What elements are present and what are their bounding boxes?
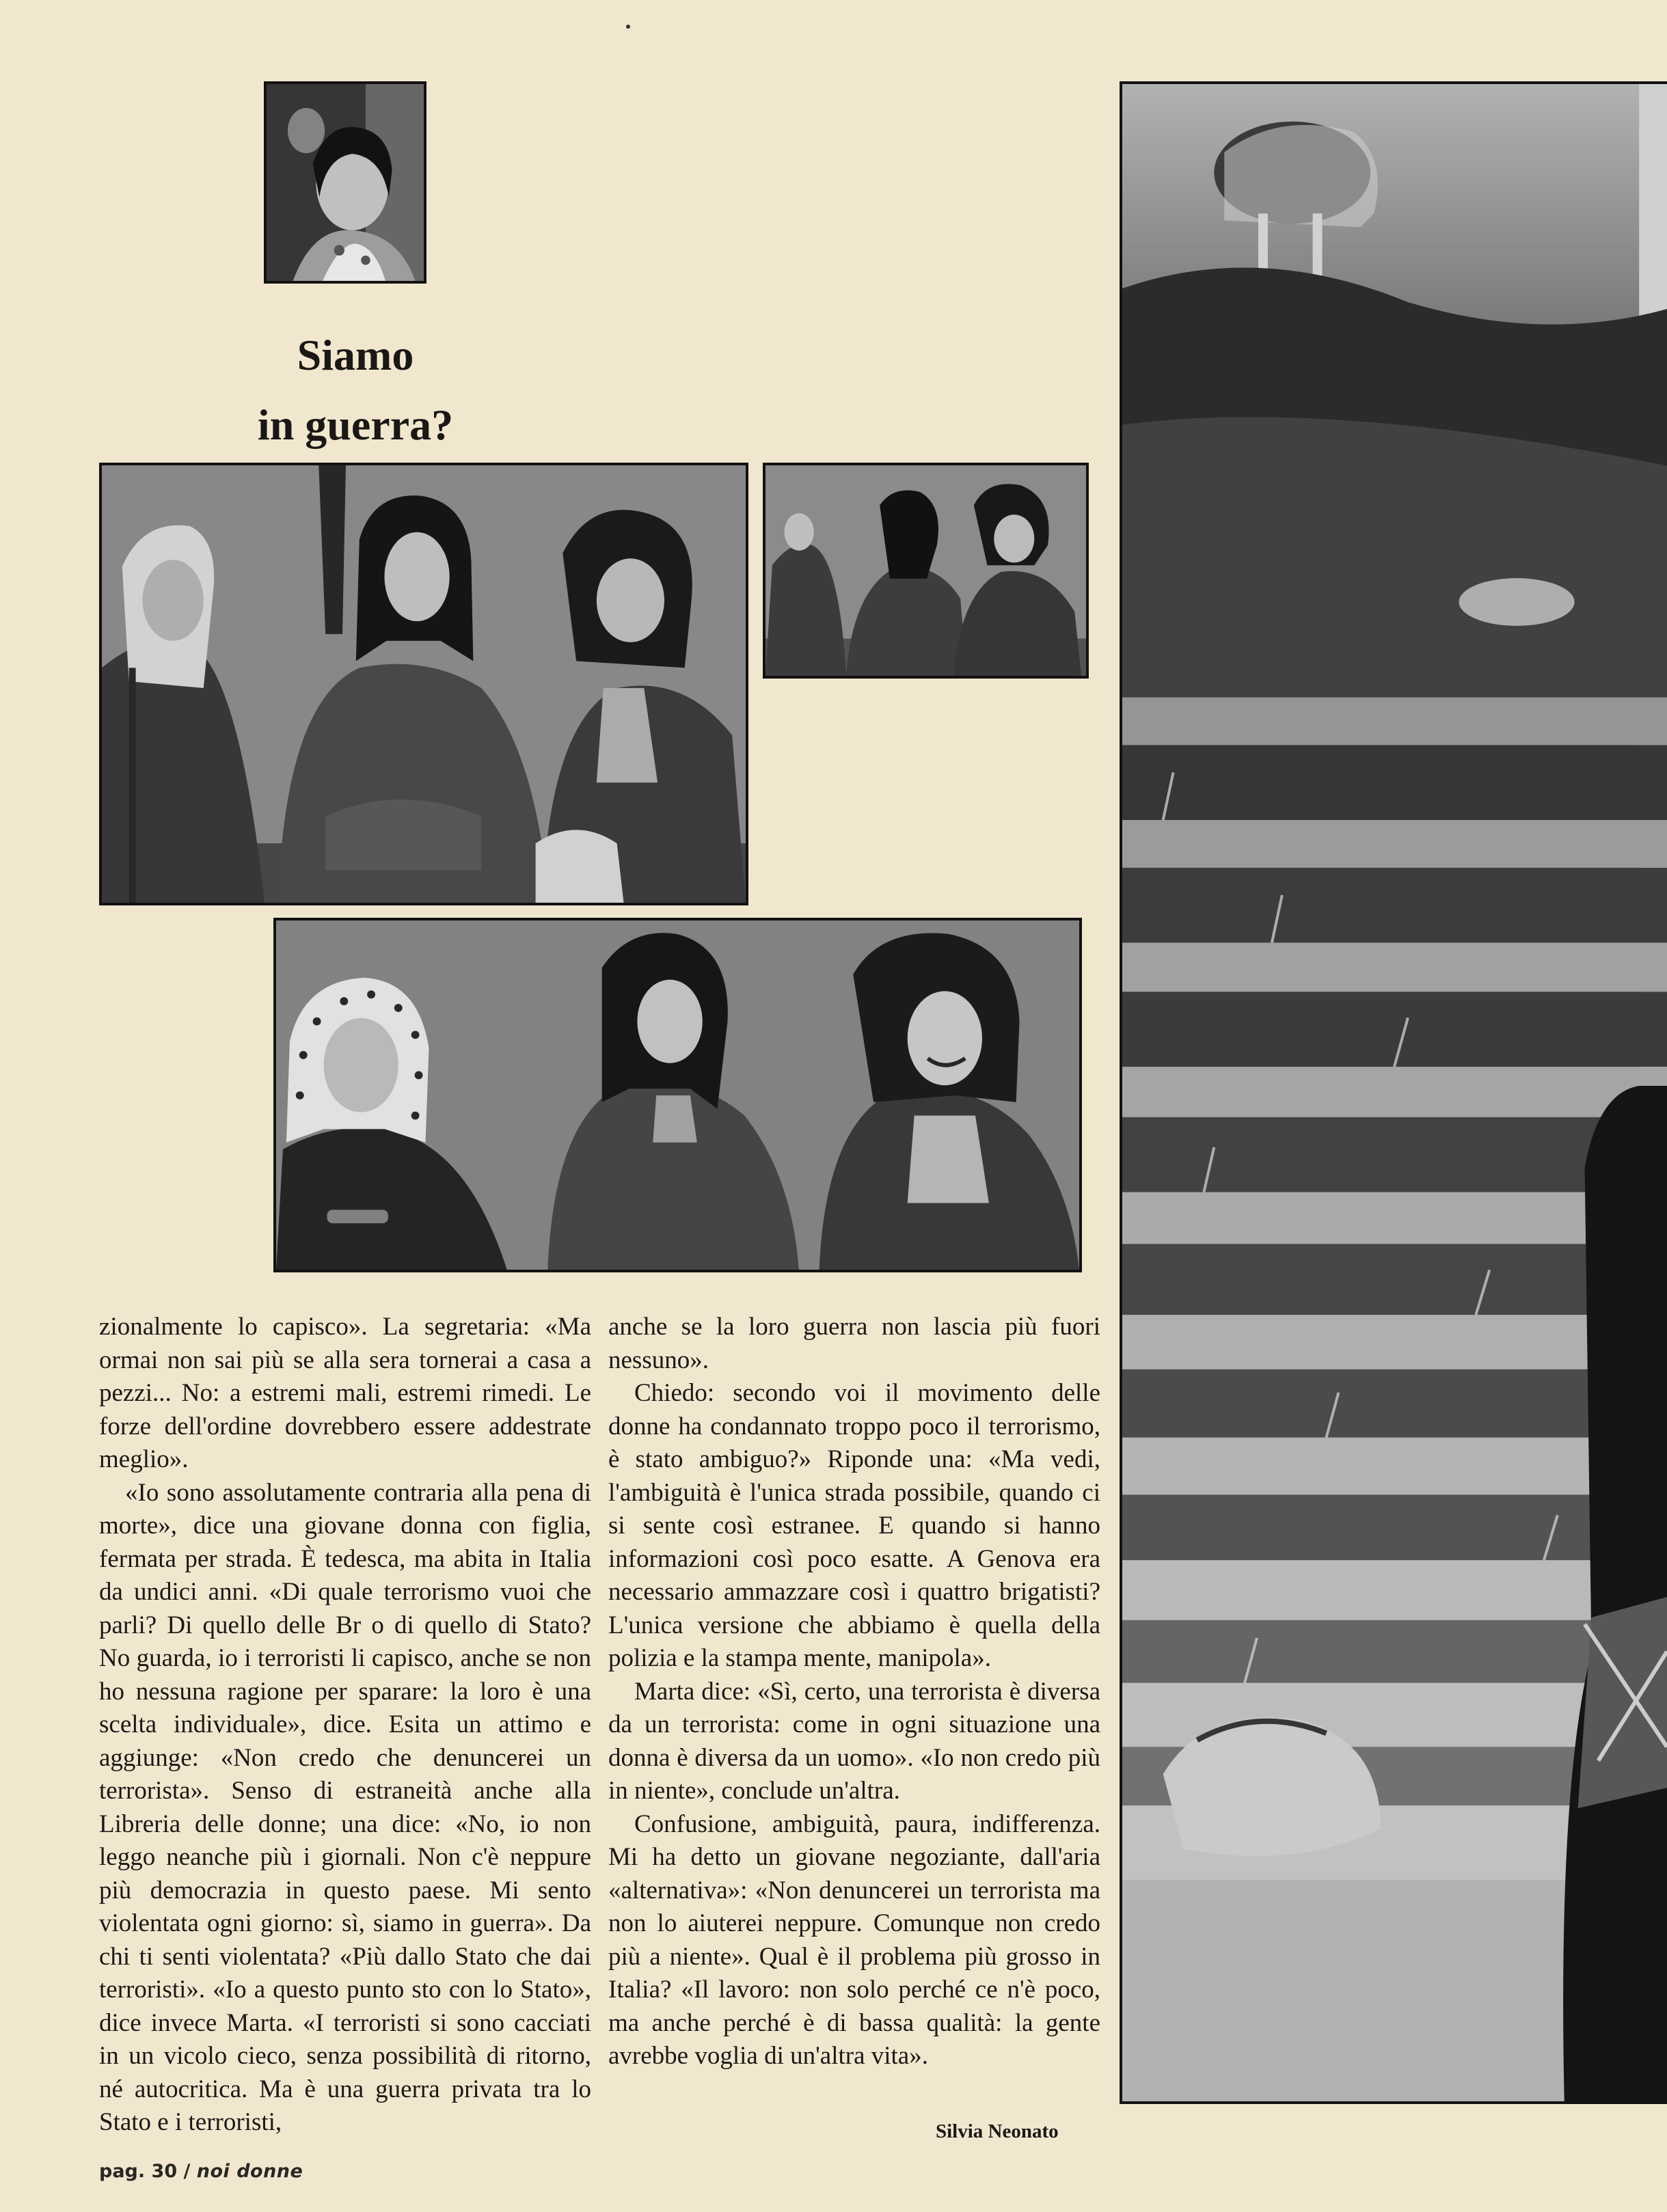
headline-line-1: Siamo: [297, 331, 414, 379]
page-number: pag. 30 /: [99, 2161, 191, 2182]
print-mark: [626, 25, 630, 29]
paragraph: zionalmente lo capisco». La segretaria: «Ma ormai non sai più se alla sera tornerai a casa a pezzi... No: a estremi mali, estremi rimedi. Le forze dell'ordine dovrebbero essere addestrate meglio».: [99, 1313, 591, 1473]
park-stairs-photo: [1120, 81, 1667, 2104]
article-column-left: [99, 1311, 591, 2140]
magazine-name: noi donne: [196, 2161, 303, 2182]
author-signature: Silvia Neonato: [936, 2120, 1059, 2142]
portrait-thumbnail-photo: [264, 81, 426, 284]
paragraph: Marta dice: «Sì, certo, una terrorista è diversa da un terrorista: come in ogni situazione una donna è diversa da un uomo». «Io non credo più in niente», conclude un'altra.: [608, 1677, 1100, 1805]
paragraph: anche se la loro guerra non lascia più fuori nessuno».: [608, 1313, 1100, 1374]
page-footer: [99, 2161, 303, 2182]
article-column-right: [608, 1311, 1100, 2073]
paragraph: Chiedo: secondo voi il movimento delle donne ha condannato troppo poco il terrorismo, è stato ambiguo?» Riponde una: «Ma vedi, l'ambiguità è l'unica strada possibile, quando ci si sente così estranee. E quando si hanno informazioni così poco esatte. A Genova era necessario ammazzare così i quattro brigatisti? L'unica versione che abbiamo è quella della polizia e la stampa mente, manipola».: [608, 1379, 1100, 1672]
three-women-laughing-photo: [273, 918, 1082, 1272]
three-women-small-photo: [763, 463, 1089, 679]
paragraph: Confusione, ambiguità, paura, indifferenza. Mi ha detto un giovane negoziante, dall'aria «alternativa»: «Non denuncerei un terrorista ma non lo aiuterei neppure. Comunque non credo più a niente». Qual è il problema più grosso in Italia? «Il lavoro: non solo perché ce n'è poco, ma anche perché è di bassa qualità: la gente avrebbe voglia di un'altra vita».: [608, 1810, 1100, 2070]
headline-line-2: in guerra?: [257, 400, 454, 449]
paragraph: «Io sono assolutamente contraria alla pena di morte», dice una giovane donna con figlia, fermata per strada. È tedesca, ma abita in Italia da undici anni. «Di quale terrorismo vuoi che parli? Di quello delle Br o di quello di Stato? No guarda, io i terroristi li capisco, anche se non ho nessuna ragione per sparare: la loro è una scelta individuale», dice. Esita un attimo e aggiunge: «Non credo che denuncerei un terrorista». Senso di estraneità anche alla Libreria delle donne; una dice: «No, io non leggo neanche più i giornali. Non c'è neppure più democrazia in questo paese. Mi sento violentata ogni giorno: sì, siamo in guerra». Da chi ti senti violentata? «Più dallo Stato che dai terroristi». «Io a questo punto sto con lo Stato», dice invece Marta. «I terroristi si sono cacciati in un vicolo cieco, senza possibilità di ritorno, né autocritica. Ma è una guerra privata tra lo Stato e i terroristi,: [99, 1478, 591, 2136]
three-women-sitting-photo: [99, 463, 748, 905]
